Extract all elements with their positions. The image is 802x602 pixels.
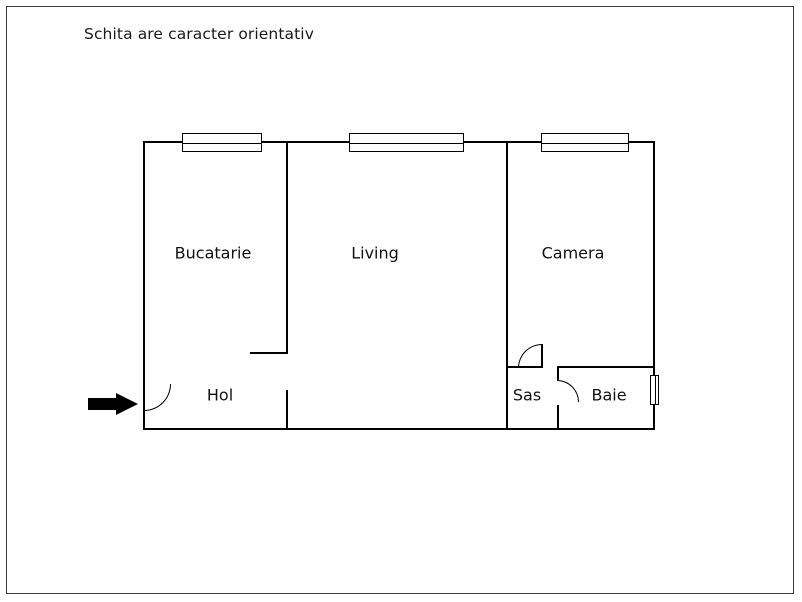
room-label-bucatarie: Bucatarie	[174, 243, 252, 263]
room-label-hol: Hol	[206, 385, 234, 405]
room-label-camera: Camera	[541, 243, 605, 263]
wall-exterior-bottom	[143, 428, 655, 430]
page-title: Schita are caracter orientativ	[84, 25, 314, 43]
window-bucatarie	[182, 133, 262, 152]
window-mullion	[542, 143, 628, 144]
wall-interior-sas-baie	[557, 366, 559, 380]
wall-interior-camera-baie	[557, 366, 655, 368]
window-camera	[541, 133, 629, 152]
wall-interior-bucatarie-hol	[250, 352, 288, 354]
window-mullion	[350, 143, 463, 144]
door-camera-sas-leaf	[541, 344, 543, 368]
room-label-baie: Baie	[591, 385, 627, 405]
room-label-sas: Sas	[512, 385, 542, 405]
wall-interior-bucatarie-living	[286, 141, 288, 353]
wall-interior-sas-baie-lower	[557, 405, 559, 430]
window-mullion	[183, 143, 261, 144]
window-living	[349, 133, 464, 152]
window-baie	[650, 375, 659, 405]
room-label-living: Living	[351, 243, 399, 263]
door-camera-sas	[518, 344, 542, 368]
wall-interior-living-camera	[506, 141, 508, 430]
door-sas-baie	[557, 380, 579, 402]
door-entry-leaf	[143, 384, 145, 386]
window-mullion	[655, 376, 656, 404]
door-entry	[144, 384, 171, 411]
wall-interior-hol-living	[286, 390, 288, 430]
entry-direction-arrow	[88, 393, 140, 415]
